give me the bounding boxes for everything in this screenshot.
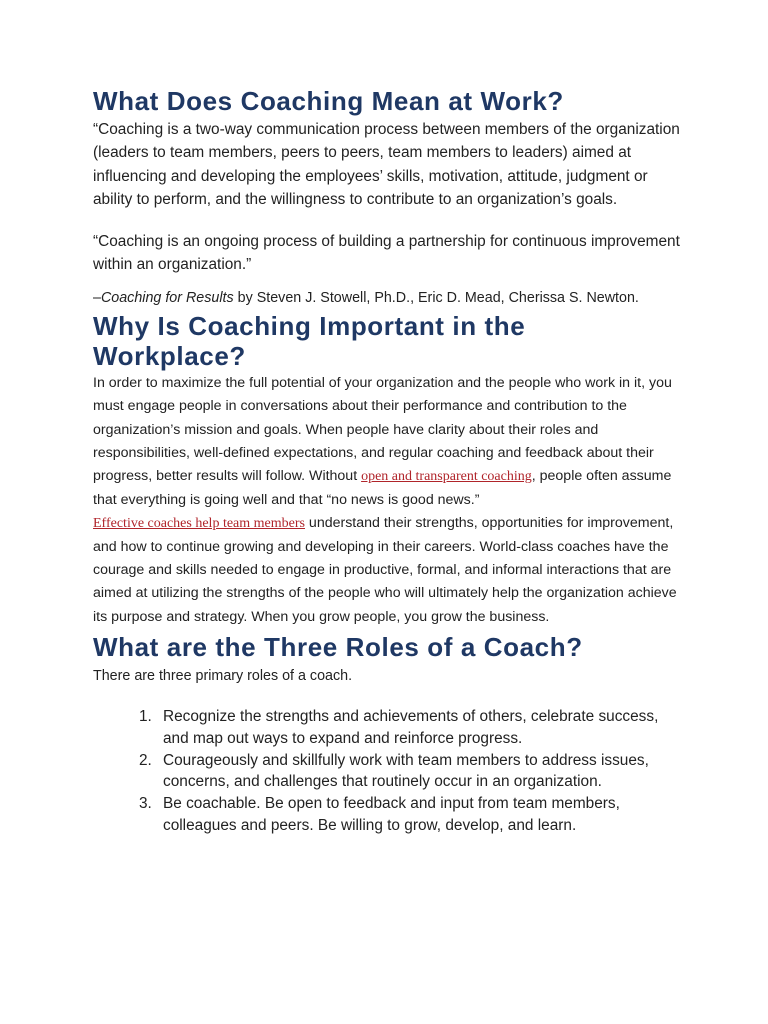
- list-item-number: 2.: [139, 751, 152, 769]
- list-item: [93, 706, 683, 749]
- importance-paragraph-2: [93, 512, 683, 629]
- list-item: [93, 750, 683, 793]
- citation-book-title: Coaching for Results: [100, 289, 234, 306]
- list-item-text: Recognize the strengths and achievements of others, celebrate success, and map out ways to expand and reinforce progress.: [163, 708, 659, 747]
- importance-paragraph-1: [93, 372, 683, 512]
- definition-paragraph-1: “Coaching is a two-way communication process between members of the organization (leaders to team members, peers to peers, team members to leaders) aimed at influencing and developing the employees’ skills, motivation, attitude, judgment or ability to perform, and the willingness to contribute to an organization’s goals.: [93, 121, 680, 208]
- link-effective-coaches[interactable]: Effective coaches help team members: [93, 516, 305, 532]
- citation-dash: –: [93, 289, 101, 306]
- list-item: [93, 793, 683, 836]
- document-page: [93, 86, 683, 836]
- citation-authors: by Steven J. Stowell, Ph.D., Eric D. Mead, Cherissa S. Newton.: [233, 289, 639, 306]
- citation: [93, 289, 683, 307]
- heading-coaching-importance: Why Is Coaching Important in the Workplace?: [93, 310, 526, 371]
- importance-text-before-link: In order to maximize the full potential of your organization and the people who work in it, you must engage people in conversations about their performance and contribution to the organization’s mission and goals. When people have clarity about their roles and responsibilities, well-defined expectations, and regular coaching and feedback about their progress, better results will follow. Without: [93, 374, 672, 485]
- importance-paragraph-2-text: understand their strengths, opportunities for improvement, and how to continue growing and developing in their careers. World-class coaches have the courage and skills needed to engage in productive, formal, and informal interactions that are aimed at utilizing the strengths of the people who will ultimately help the organization achieve its purpose and strategy. When you grow people, you grow the business.: [93, 515, 677, 625]
- list-item-number: 3.: [139, 795, 152, 813]
- definition-paragraph-2: “Coaching is an ongoing process of building a partnership for continuous improvement within an organization.”: [93, 233, 680, 274]
- list-item-number: 1.: [139, 708, 152, 726]
- roles-list: [93, 706, 683, 836]
- link-open-transparent-coaching[interactable]: open and transparent coaching: [361, 469, 532, 485]
- list-item-text: Courageously and skillfully work with team members to address issues, concerns, and challenges that routinely occur in an organization.: [163, 751, 649, 791]
- heading-coaching-meaning: What Does Coaching Mean at Work?: [93, 86, 564, 116]
- roles-intro: There are three primary roles of a coach.: [93, 668, 353, 685]
- importance-text-after-link: , people often assume that everything is going well and that “no news is good news.”: [93, 468, 672, 508]
- heading-three-roles: What are the Three Roles of a Coach?: [93, 632, 583, 663]
- list-item-text: Be coachable. Be open to feedback and input from team members, colleagues and peers. Be willing to grow, develop, and learn.: [163, 795, 620, 834]
